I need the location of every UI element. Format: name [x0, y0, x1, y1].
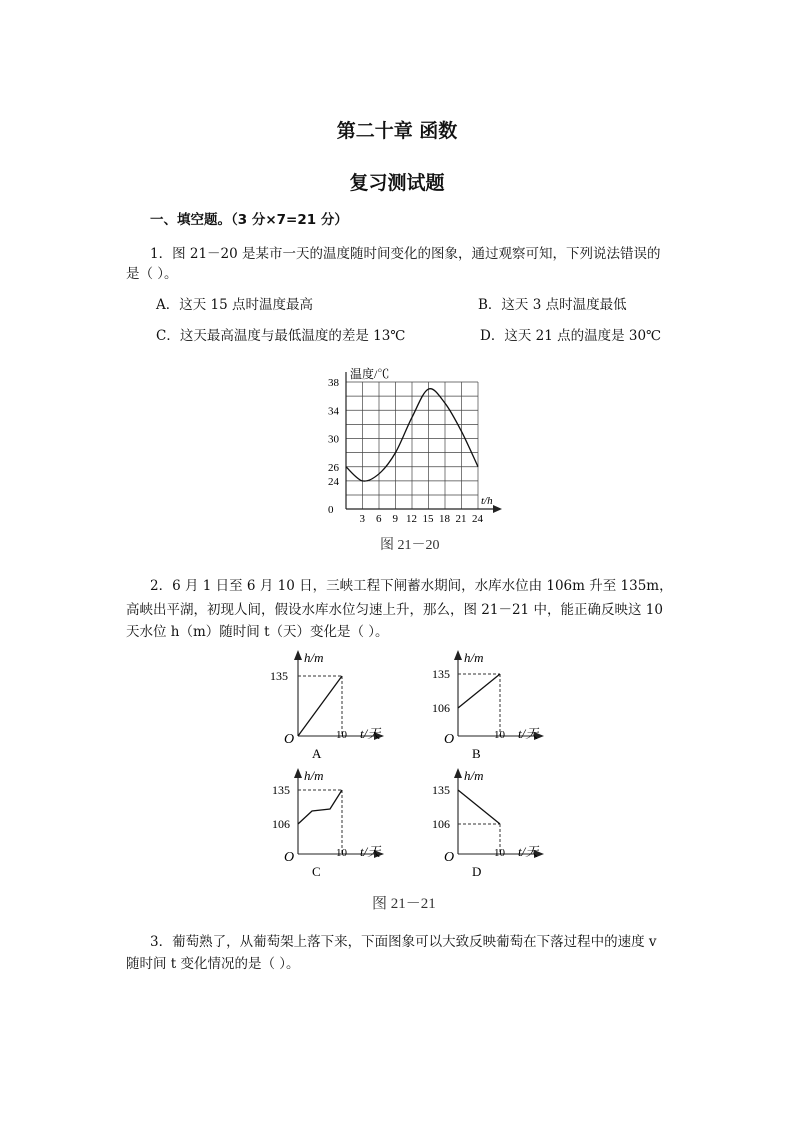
y-tick-label: 38: [328, 377, 339, 389]
svg-text:h/m: h/m: [464, 650, 484, 665]
y-tick-label: 24: [328, 475, 339, 488]
x-tick-label: 12: [406, 513, 417, 525]
temperature-chart: [318, 362, 508, 556]
svg-text:106: 106: [432, 817, 450, 831]
svg-text:O: O: [444, 732, 455, 747]
x-tick-labels: [360, 513, 484, 525]
svg-text:t/天: t/天: [360, 726, 381, 741]
x-tick-label: 15: [422, 513, 434, 525]
q2-line2: 高峡出平湖，初现人间，假设水库水位匀速上升，那么，图 21－21 中，能正确反映这 10: [126, 602, 663, 618]
svg-text:10: 10: [336, 847, 347, 859]
q1-stem-line2: 是（ ）。: [126, 266, 178, 282]
y-tick-labels: [328, 377, 340, 516]
svg-text:O: O: [284, 732, 295, 747]
graph-c-label: C: [312, 864, 321, 879]
figure-caption: 图 21－20: [380, 538, 440, 553]
section-heading: 一、填空题。（3 分×7=21 分）: [150, 212, 348, 228]
y-tick-label: 30: [328, 433, 339, 446]
svg-text:135: 135: [432, 783, 450, 797]
q3-line1: 3．葡萄熟了，从葡萄架上落下来，下面图象可以大致反映葡萄在下落过程中的速度 v: [150, 934, 657, 950]
graph-a: [270, 650, 384, 761]
graph-d: [432, 768, 544, 879]
graph-a-label: A: [312, 746, 322, 761]
q1-option-c: C．这天最高温度与最低温度的差是 13℃: [156, 328, 406, 344]
graph-b: [432, 650, 544, 761]
svg-text:10: 10: [336, 729, 347, 741]
y-tick-label: 34: [328, 405, 339, 418]
x-tick-label: 18: [439, 513, 450, 525]
x-tick-label: 9: [392, 513, 398, 525]
x-tick-label: 3: [359, 513, 365, 525]
x-tick-label: 21: [455, 513, 467, 525]
q1-stem-line1: 1．图 21－20 是某市一天的温度随时间变化的图象，通过观察可知，下列说法错误的: [150, 246, 661, 262]
svg-text:106: 106: [272, 817, 290, 831]
svg-text:t/天: t/天: [360, 844, 381, 859]
svg-text:h/m: h/m: [464, 768, 484, 783]
graph-b-label: B: [472, 746, 481, 761]
svg-text:O: O: [284, 850, 295, 865]
svg-text:106: 106: [432, 701, 450, 715]
page-subtitle: 复习测试题: [349, 172, 445, 194]
svg-text:t/天: t/天: [518, 726, 539, 741]
x-tick-label: 6: [376, 513, 382, 525]
water-level-figure: [266, 646, 556, 916]
chapter-title: 第二十章 函数: [336, 120, 458, 142]
q1-option-d: D．这天 21 点的温度是 30℃: [480, 328, 662, 344]
y-axis-label: 温度/℃: [350, 367, 390, 381]
svg-text:h/m: h/m: [304, 650, 324, 665]
q2-line1: 2．6 月 1 日至 6 月 10 日，三峡工程下闸蓄水期间，水库水位由 106m 升至 135m，: [150, 578, 673, 594]
graph-c: [272, 768, 384, 879]
x-axis-arrow: [493, 505, 502, 513]
chart-grid: [346, 382, 478, 509]
svg-text:O: O: [444, 850, 455, 865]
graph-b-line: [458, 674, 500, 708]
svg-text:t/天: t/天: [518, 844, 539, 859]
svg-text:h/m: h/m: [304, 768, 324, 783]
x-tick-label: 24: [472, 513, 483, 525]
q1-option-b: B．这天 3 点时温度最低: [478, 297, 627, 313]
graph-d-line: [458, 790, 500, 824]
q1-option-a: A．这天 15 点时温度最高: [156, 297, 314, 313]
graph-c-line: [298, 790, 342, 824]
q3-line2: 随时间 t 变化情况的是（ ）。: [126, 956, 300, 972]
svg-text:135: 135: [272, 783, 290, 797]
svg-text:10: 10: [494, 847, 505, 859]
figure-caption: 图 21－21: [372, 896, 436, 912]
svg-text:10: 10: [494, 729, 505, 741]
graph-a-line: [298, 676, 342, 736]
graph-d-label: D: [472, 864, 482, 879]
y-tick-label: 0: [328, 504, 334, 516]
y-tick-label: 26: [328, 461, 339, 474]
x-axis-label: t/h: [481, 495, 493, 507]
svg-text:135: 135: [270, 669, 288, 683]
q2-line3: 天水位 h（m）随时间 t（天）变化是（ ）。: [126, 624, 389, 640]
svg-text:135: 135: [432, 667, 450, 681]
